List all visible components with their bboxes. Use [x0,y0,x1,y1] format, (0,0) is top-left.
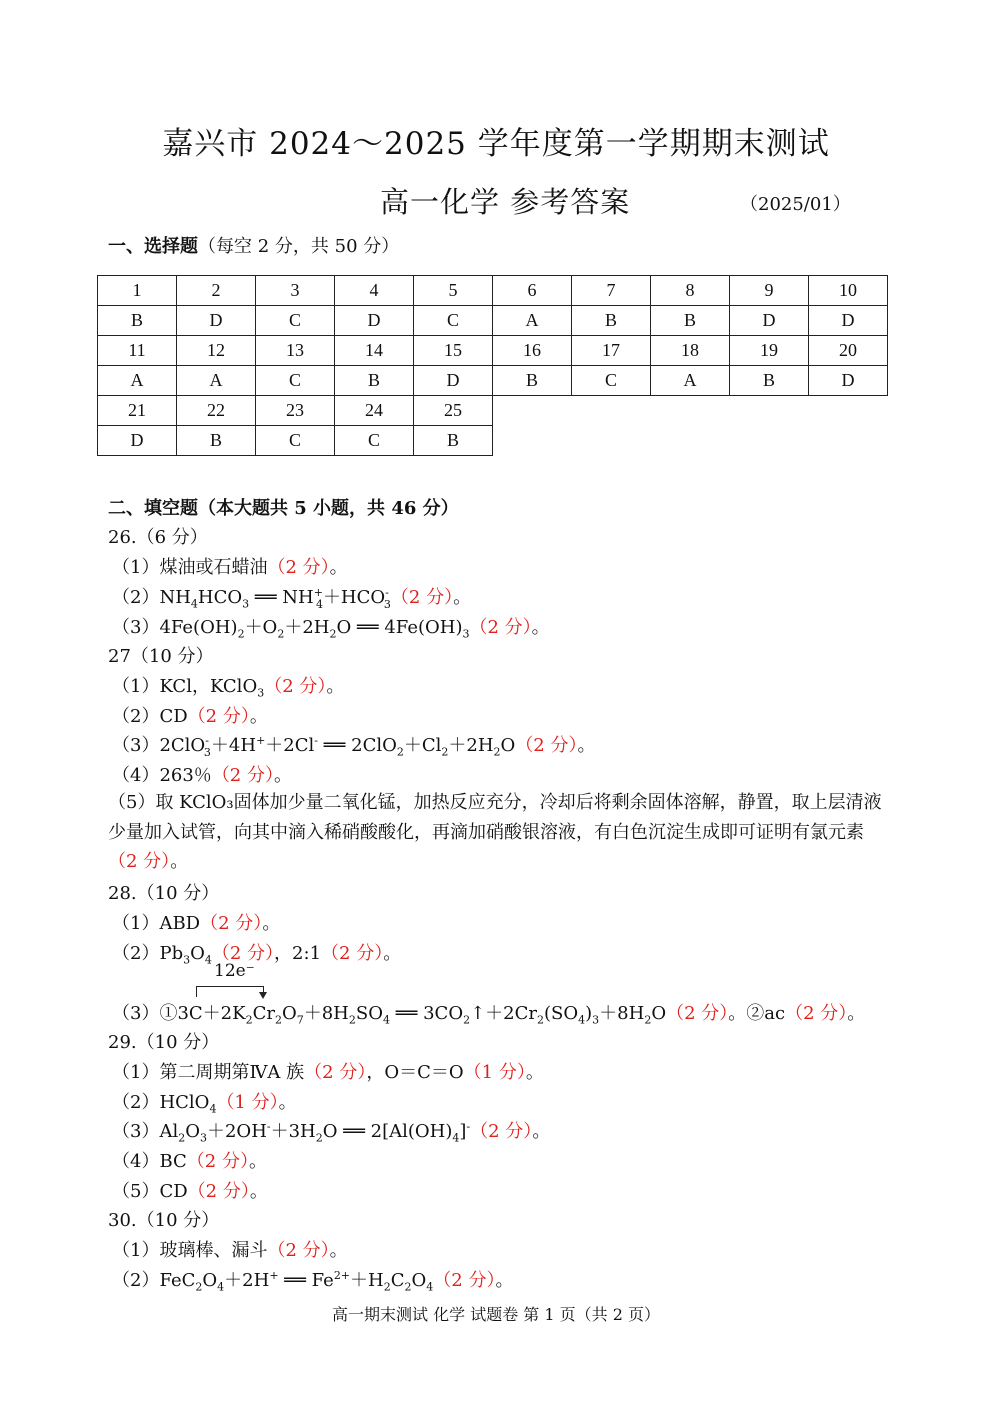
table-cell: C [256,366,335,396]
table-cell: 14 [335,336,414,366]
table-cell: 18 [651,336,730,366]
table-cell: C [572,366,651,396]
q27-answer-4: （4）263％（2 分）。 [112,765,292,786]
q29-label: 29.（10 分） [108,1032,220,1053]
table-cell: B [493,366,572,396]
table-cell: C [335,426,414,456]
table-row [98,396,888,426]
q27-answer-5: （5）取 KClO₃固体加少量二氧化锰，加热反应充分，冷却后将剩余固体溶解，静置，取上层清液少量加入试管，向其中滴入稀硝酸酸化，再滴加硝酸银溶液，有白色沉淀生成即可证明有氯元素（2 分）。 [108,792,882,872]
section2-heading [108,494,459,520]
table-cell: D [730,306,809,336]
table-cell: A [493,306,572,336]
table-cell: C [414,306,493,336]
table-empty-cell [809,426,888,456]
table-cell: 3 [256,276,335,306]
q29-answer-4: （4）BC（2 分）。 [112,1151,267,1172]
table-empty-cell [572,426,651,456]
table-empty-cell [651,426,730,456]
table-cell: 5 [414,276,493,306]
table-row [98,366,888,396]
table-cell: 12 [177,336,256,366]
exam-date: （2025/01） [740,194,851,215]
table-cell: 20 [809,336,888,366]
table-row [98,336,888,366]
table-cell: D [414,366,493,396]
table-cell: A [651,366,730,396]
q29-answer-3: $(3)Al_2O_3+2OH^-+3H_2O$ ══ $2[Al(OH)_4]^-(2$ 分）。 [112,1120,551,1145]
q29-answer-5: （5）CD（2 分）。 [112,1181,268,1202]
table-cell: 1 [98,276,177,306]
table-cell: D [98,426,177,456]
table-cell: B [730,366,809,396]
table-cell: B [572,306,651,336]
table-cell: A [98,366,177,396]
q28-label: 28.（10 分） [108,883,220,904]
table-cell: D [177,306,256,336]
electron-transfer-arrowhead [259,992,267,999]
page-title: 嘉兴市 2024～2025 学年度第一学期期末测试 [162,126,830,162]
q26-answer-1: （1）煤油或石蜡油（2 分）。 [112,557,348,578]
table-cell: A [177,366,256,396]
table-cell: 9 [730,276,809,306]
table-empty-cell [730,426,809,456]
section1-heading [108,232,399,258]
page-subtitle: 高一化学 参考答案 [380,185,631,219]
table-cell: 24 [335,396,414,426]
q26-answer-3: $(3)4Fe(OH)_2+O_2+2H_2O$ ══ $4Fe(OH)_3(2$ 分）。 [112,617,550,641]
answer-table [97,275,888,456]
table-cell: 6 [493,276,572,306]
table-cell: 13 [256,336,335,366]
q27-label: 27（10 分） [108,646,214,667]
table-empty-cell [730,396,809,426]
table-cell: D [809,306,888,336]
table-cell: D [335,306,414,336]
table-cell: 10 [809,276,888,306]
table-cell: 16 [493,336,572,366]
table-cell: 17 [572,336,651,366]
electron-transfer-label: 12e⁻ [214,961,255,981]
table-cell: B [335,366,414,396]
q30-answer-1: （1）玻璃棒、漏斗（2 分）。 [112,1240,348,1261]
section2-title: 二、填空题（本大题共 5 小题，共 46 分） [108,498,459,519]
electron-transfer-arrow [196,986,264,997]
table-cell: B [98,306,177,336]
table-empty-cell [572,396,651,426]
table-cell: 22 [177,396,256,426]
table-cell: C [256,426,335,456]
q28-answer-2: $(2)Pb_3O_4(2$ 分），2:1（2 分）。 [112,943,402,967]
table-cell: 19 [730,336,809,366]
q30-label: 30.（10 分） [108,1210,220,1231]
q28-answer-1: （1）ABD（2 分）。 [112,913,281,934]
q27-answer-3: （3）2ClO-$_3$＋4H+＋2Cl- ══ $2ClO_2+Cl_2+2H_2O(2$ 分）。 [112,734,596,759]
q30-answer-2: $(2)FeC_2O_4+2H^+$ ══ $Fe^{2+}+H_2C_2O_4(2$ 分）。 [112,1269,514,1294]
table-cell: 7 [572,276,651,306]
page-footer: 高一期末测试 化学 试题卷 第 1 页（共 2 页） [332,1305,660,1324]
table-cell: B [651,306,730,336]
table-empty-cell [493,396,572,426]
table-cell: 4 [335,276,414,306]
table-cell: 25 [414,396,493,426]
table-empty-cell [809,396,888,426]
table-row [98,426,888,456]
table-row [98,306,888,336]
section1-note: （每空 2 分，共 50 分） [198,236,400,257]
q27-answer-1: （1）KCl，KClO$_3$（2 分）。 [112,676,345,700]
table-cell: B [414,426,493,456]
table-cell: 23 [256,396,335,426]
table-cell: 15 [414,336,493,366]
table-empty-cell [493,426,572,456]
table-cell: 2 [177,276,256,306]
table-cell: 21 [98,396,177,426]
table-cell: 11 [98,336,177,366]
q26-label: 26.（6 分） [108,527,208,548]
q29-answer-2: （2）HClO$_4$（1 分）。 [112,1092,297,1116]
table-empty-cell [651,396,730,426]
section1-title: 一、选择题 [108,236,198,257]
q26-answer-2: $(2)NH_4HCO_3$ ══ $NH^+_4+HCO^-_3(2$ 分）。 [112,586,472,611]
table-cell: 8 [651,276,730,306]
table-cell: D [809,366,888,396]
table-row [98,276,888,306]
q28-answer-3: $(3)①3C+2K_2Cr_2O_7+8H_2SO_4$ ══ $3CO_2↑+2Cr_2(SO_4)_3+8H_2O(2$ 分）。②ac（2 分）。 [112,1003,866,1027]
q29-answer-1: （1）第二周期第ⅣA 族（2 分），O＝C＝O（1 分）。 [112,1062,544,1083]
q27-answer-2: （2）CD（2 分）。 [112,706,268,727]
table-cell: C [256,306,335,336]
table-cell: B [177,426,256,456]
